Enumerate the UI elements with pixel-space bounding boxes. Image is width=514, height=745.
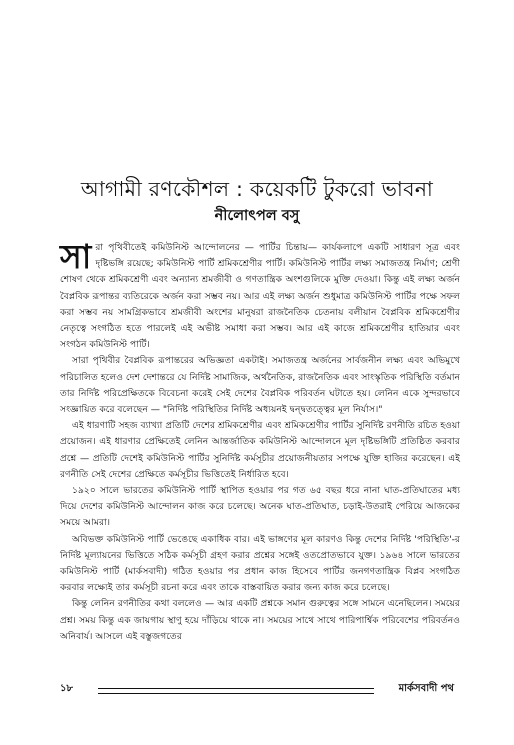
paragraph-text: রা পৃথিবীতেই কমিউনিস্ট আন্দোলনের — পার্টির চিন্তায়— কার্যকলাপে একটি সাধারণ সূত্র এবং দৃষ্টিভঙ্গি রয়েছে; কমিউনিস্ট পার্টি শ্রমিকশ্রেণীর পার্টি। কমিউনিস্ট পার্টির লক্ষ্য সমাজতন্ত্র নির্মাণ; শ্রেণী শোষণ থেকে শ্রমিকশ্রেণী এবং অন্যান্য শ্রমজীবী ও গণতান্ত্রিক অংশগুলিকে মুক্তি দেওয়া। কিন্তু এই লক্ষ্য অর্জন বৈপ্লবিক রূপান্তর ব্যতিরেকে অর্জন করা সম্ভব নয়। আর এই লক্ষ্য অর্জন শুধুমাত্র কমিউনিস্ট পার্টির পক্ষে সফল করা সম্ভব নয় সামগ্রিকভাবে শ্রমজীবী অংশের মানুষরা রাজনৈতিক চেতনায় বলীয়ান বৈপ্লবিক শ্রমিকশ্রেণীর নেতৃত্বে সংগঠিত হতে পারলেই এই অভীষ্ট সমাধা করা সম্ভব। আর এই কাজে শ্রমিকশ্রেণীর হাতিয়ার এবং সংগঠন কমিউনিস্ট পার্টি। [60,242,460,351]
article-body [60,237,460,645]
journal-name: মার্কসবাদী পথ [398,683,454,694]
article-author: নীলোৎপল বসু [214,208,300,224]
paragraph: এই ধারণাটি সহজ ব্যাখ্যা প্রতিটি দেশের শ্রমিকশ্রেণীর এবং শ্রমিকশ্রেণীর পার্টির সুনির্দিষ্ট রণনীতি রচিত হওয়া প্রয়োজন। এই ধারণার প্রেক্ষিতেই লেনিন আন্তর্জাতিক কমিউনিস্ট আন্দোলনে মূল দৃষ্টিভঙ্গিটি প্রতিষ্ঠিত করবার প্রশ্নে — প্রতিটি দেশেই কমিউনিস্ট পার্টির সুনির্দিষ্ট কর্মসূচীর প্রয়োজনীয়তার সপক্ষে যুক্তি হাজির করেছেন। এই রণনীতি সেই দেশের প্রেক্ষিতে কর্মসূচীর ভিত্তিতেই নির্ধারিত হবে। [60,420,460,480]
paragraph: অবিভক্ত কমিউনিস্ট পার্টি ভেঙেছে একাধিক বার। এই ভাঙ্গণের মূল কারণও কিন্তু দেশের নির্দিষ্ট 'পরিস্থিতি'-র নির্দিষ্ট মূল্যায়নের ভিত্তিতে সঠিক কর্মসূচী গ্রহণ করার প্রশ্নের সঙ্গেই ওতপ্রোতভাবে যুক্ত। ১৯৬৪ সালে ভারতের কমিউনিস্ট পার্টি (মার্কসবাদী) গঠিত হওয়ার পর প্রধান কাজ হিসেবে পার্টির জনগণতান্ত্রিক বিপ্লব সংগঠিত করবার লক্ষ্যেই তার কর্মসূচী রচনা করে এবং তাকে বাস্তবায়িত করার জন্য কাজ করে চলেছে। [60,533,460,594]
page-number: ১৮ [60,683,73,694]
paragraph: কিন্তু লেনিন রণনীতির কথা বললেও — আর একটি প্রশ্নকে সমান গুরুত্বের সঙ্গে সামনে এনেছিলেন। সময়ের প্রশ্ন। সময় কিন্তু এক জায়গায় স্থাণু হয়ে দাঁড়িয়ে থাকে না। সময়ের সাথে সাথে পারিপার্শ্বিক পরিবেশের পরিবর্তনও অনিবার্য। আসলে এই বস্তুজগতের [60,598,460,642]
article-title: আগামী রণকৌশল : কয়েকটি টুকরো ভাবনা [80,176,434,201]
drop-cap: সা [60,237,92,276]
paragraph: সারা পৃথিবীর বৈপ্লবিক রূপান্তরের অভিজ্ঞতা একটাই। সমাজতন্ত্র অর্জনের সার্বজনীন লক্ষ্য এবং অভিমুখে পরিচালিত হলেও দেশ দেশান্তরে যে নির্দিষ্ট সামাজিক, অর্থনৈতিক, রাজনৈতিক এবং সাংস্কৃতিক পরিস্থিতি বর্তমান তার নির্দিষ্ট পরিপ্রেক্ষিতকে বিবেচনা করেই সেই দেশের বৈপ্লবিক পরিবর্তন ঘটাতে হয়। লেনিন একে সুন্দরভাবে সংজ্ঞায়িত করে বলেছেন — "নির্দিষ্ট পরিস্থিতির নির্দিষ্ট অধ্যয়নই দ্বন্দ্বতত্ত্বের মূল নির্যাস।" [60,355,460,416]
paragraph: ১৯২০ সালে ভারতের কমিউনিস্ট পার্টি স্থাপিত হওয়ার পর গত ৬৫ বছর ধরে নানা ঘাত-প্রতিঘাতের মধ্য দিয়ে দেশের কমিউনিস্ট আন্দোলন কাজ করে চলেছে। অনেক ঘাত-প্রতিঘাত, চড়াই-উতরাই পেরিয়ে আজকের সময়ে আমরা। [60,485,460,529]
footer-divider [98,688,374,694]
paragraph [60,237,460,353]
